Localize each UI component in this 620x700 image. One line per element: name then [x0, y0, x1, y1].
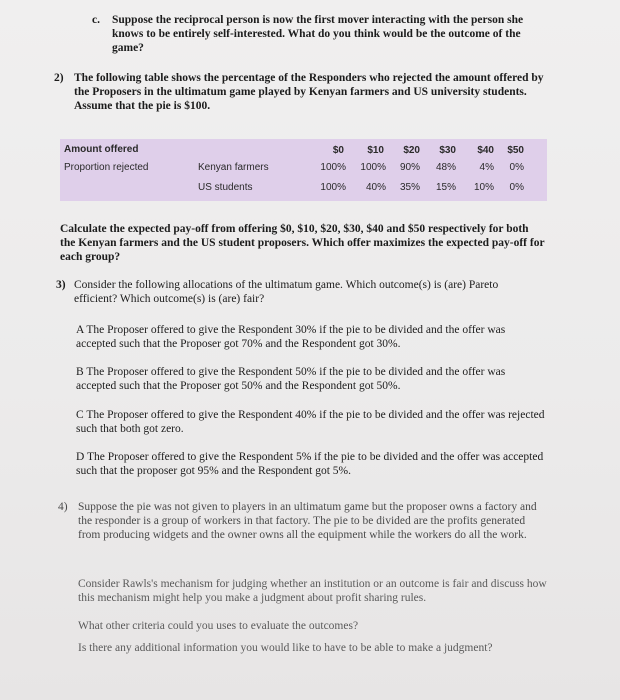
table-cell: 100%	[360, 162, 386, 173]
table-cell: 40%	[365, 182, 386, 193]
question-4-criteria-prompt: What other criteria could you uses to evaluate the outcomes?	[78, 620, 359, 632]
table-cell: 15%	[435, 182, 456, 193]
table-cell: 35%	[399, 182, 420, 193]
table-row-group-label: Proportion rejected	[64, 162, 149, 173]
table-row-label-us: US students	[198, 182, 253, 193]
question-c-label: c.	[92, 14, 100, 26]
question-4-number: 4)	[58, 501, 68, 513]
table-header-amount-offered: Amount offered	[64, 144, 139, 155]
question-2-text: The following table shows the percentage of the Responders who rejected the amount offered by the Proposers in the ultimatum game played by Kenyan farmers and US university students. Assume that the pie is $100.	[74, 72, 544, 112]
question-4-rawls-prompt: Consider Rawls's mechanism for judging whether an institution or an outcome is fair and discuss how this mechanism might help you make a judgment about profit sharing rules.	[78, 578, 547, 604]
table-cell: 4%	[479, 162, 494, 173]
table-cell: 0%	[509, 162, 524, 173]
question-4-information-prompt: Is there any additional information you would like to have to be able to make a judgment?	[78, 642, 493, 654]
table-header-cell: $50	[507, 145, 524, 156]
option-c: C The Proposer offered to give the Respondent 40% if the pie to be divided and the offer was rejected such that both got zero.	[76, 409, 545, 435]
calculate-instructions: Calculate the expected pay-off from offering $0, $10, $20, $30, $40 and $50 respectively for both the Kenyan farmers and the US student proposers. Which offer maximizes the expected pay-off for each group?	[60, 223, 545, 263]
table-cell: 0%	[509, 182, 524, 193]
table-row-label-kenyan: Kenyan farmers	[198, 162, 269, 173]
table-cell: 10%	[473, 182, 494, 193]
option-b: B The Proposer offered to give the Respondent 50% if the pie to be divided and the offer was accepted such that the Proposer got 50% and the Respondent got 50%.	[76, 366, 506, 392]
table-cell: 48%	[435, 162, 456, 173]
table-cell: 90%	[399, 162, 420, 173]
question-c-text: Suppose the reciprocal person is now the first mover interacting with the person she knows to be entirely self-interested. What do you think would be the outcome of the game?	[112, 14, 524, 54]
table-header-cell: $0	[332, 145, 344, 156]
question-3-number: 3)	[56, 279, 66, 291]
question-4-text: Suppose the pie was not given to players in an ultimatum game but the proposer owns a factory and the responder is a group of workers in that factory. The pie to be divided are the profits generated from producing widgets and the owner owns all the equipment while the workers do all the work.	[78, 501, 537, 541]
table-cell: 100%	[320, 182, 346, 193]
table-header-cell: $40	[477, 145, 494, 156]
table-header-cell: $30	[439, 145, 456, 156]
rejection-table	[60, 139, 547, 201]
question-2-number: 2)	[54, 72, 64, 84]
option-a: A The Proposer offered to give the Respondent 30% if the pie to be divided and the offer was accepted such that the Proposer got 70% and the Respondent got 30%.	[76, 324, 506, 350]
table-header-cell: $10	[367, 145, 384, 156]
question-3-text: Consider the following allocations of the ultimatum game. Which outcome(s) is (are) Pareto efficient? Which outcome(s) is (are) fair?	[74, 279, 499, 305]
table-cell: 100%	[320, 162, 346, 173]
table-header-cell: $20	[403, 145, 420, 156]
option-d: D The Proposer offered to give the Respondent 5% if the pie to be divided and the offer was accepted such that the proposer got 95% and the Respondent got 5%.	[76, 451, 544, 477]
